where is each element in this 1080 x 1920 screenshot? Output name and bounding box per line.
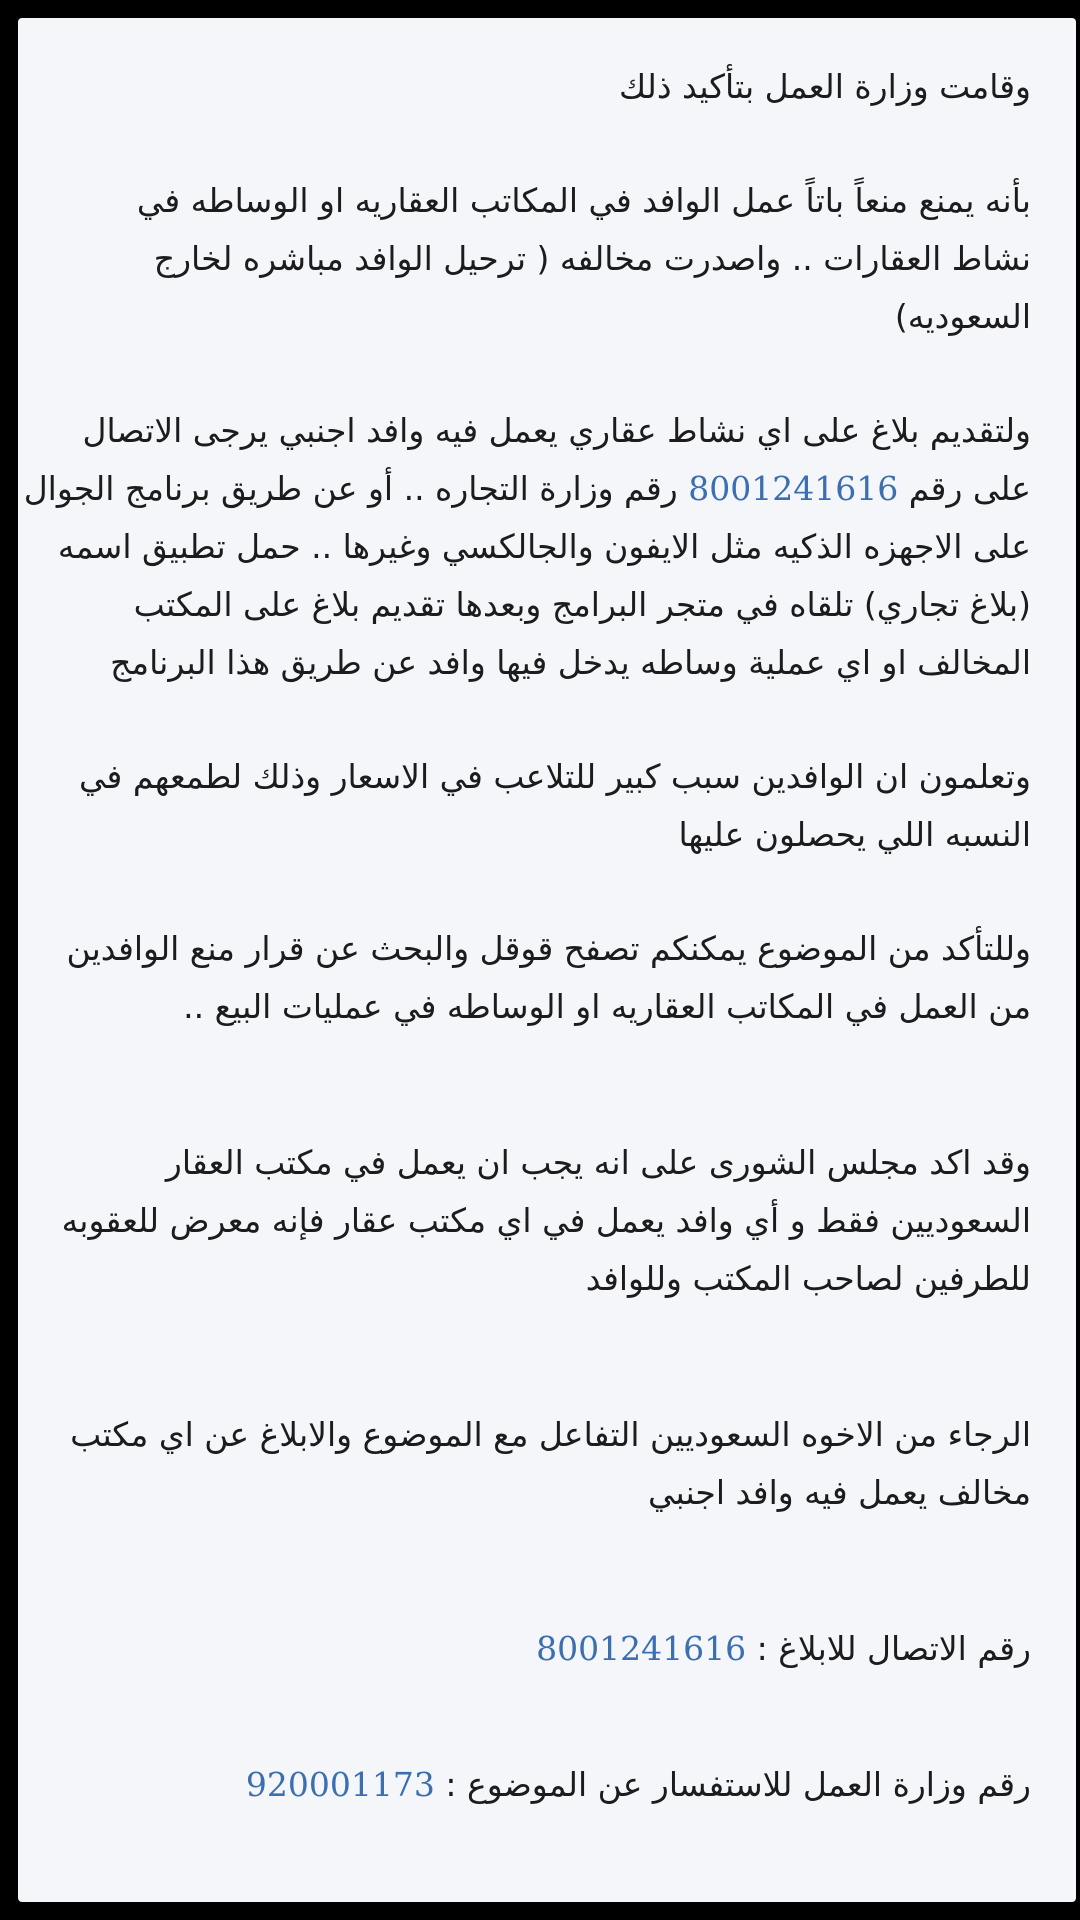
text-fragment: رقم وزارة التجاره .. أو عن طريق برنامج الجوال [23, 469, 678, 508]
message-body [23, 58, 1031, 1814]
inquiry-phone-link[interactable]: 920001173 [245, 1765, 435, 1804]
text-line: السعوديين فقط و أي وافد يعمل في اي مكتب عقار فإنه معرض للعقوبه [61, 1201, 1031, 1240]
paragraph-ban [68, 172, 1031, 346]
text-line: من العمل في المكاتب العقاريه او الوساطه في عمليات البيع .. [183, 987, 1031, 1026]
text-line: المخالف او اي عملية وساطه يدخل فيها وافد عن طريق هذا البرنامج [110, 643, 1031, 682]
inquiry-label: رقم وزارة العمل للاستفسار عن الموضوع : [445, 1765, 1031, 1804]
text-line: النسبه اللي يحصلون عليها [678, 815, 1031, 854]
paragraph-verify [68, 920, 1031, 1036]
text-line-with-number [68, 1756, 1031, 1814]
text-line: السعوديه) [894, 297, 1031, 336]
report-label: رقم الاتصال للابلاغ : [756, 1629, 1031, 1668]
phone-number-link[interactable]: 8001241616 [688, 469, 899, 508]
paragraph-intro [68, 58, 1031, 116]
text-fragment: على رقم [908, 469, 1031, 508]
paragraph-request [68, 1406, 1031, 1522]
text-line: نشاط العقارات .. واصدرت مخالفه ( ترحيل الوافد مباشره لخارج [153, 239, 1031, 278]
paragraph-shura [61, 1134, 1031, 1308]
text-line: على الاجهزه الذكيه مثل الايفون والجالكسي وغيرها .. حمل تطبيق اسمه [57, 527, 1031, 566]
text-line: ولتقديم بلاغ على اي نشاط عقاري يعمل فيه وافد اجنبي يرجى الاتصال [82, 411, 1031, 450]
text-line-with-number [68, 1620, 1031, 1678]
inquiry-contact [68, 1756, 1031, 1814]
report-contact [68, 1620, 1031, 1678]
text-line: مخالف يعمل فيه وافد اجنبي [648, 1473, 1031, 1512]
text-line: وللتأكد من الموضوع يمكنكم تصفح قوقل والبحث عن قرار منع الوافدين [66, 929, 1031, 968]
text-line: وتعلمون ان الوافدين سبب كبير للتلاعب في الاسعار وذلك لطمعهم في [79, 757, 1031, 796]
report-phone-link[interactable]: 8001241616 [536, 1629, 747, 1668]
text-line: (بلاغ تجاري) تلقاه في متجر البرامج وبعدها تقديم بلاغ على المكتب [133, 585, 1031, 624]
paragraph-report-how [23, 402, 1031, 692]
text-line-with-number [23, 460, 1031, 518]
text-line: وقامت وزارة العمل بتأكيد ذلك [618, 67, 1031, 106]
text-line: وقد اكد مجلس الشورى على انه يجب ان يعمل في مكتب العقار [165, 1143, 1031, 1182]
paragraph-prices [68, 748, 1031, 864]
text-line: للطرفين لصاحب المكتب وللوافد [585, 1259, 1031, 1298]
text-line: بأنه يمنع منعاً باتاً عمل الوافد في المكاتب العقاريه او الوساطه في [136, 181, 1031, 220]
message-page [18, 18, 1076, 1902]
text-line: الرجاء من الاخوه السعوديين التفاعل مع الموضوع والابلاغ عن اي مكتب [70, 1415, 1031, 1454]
